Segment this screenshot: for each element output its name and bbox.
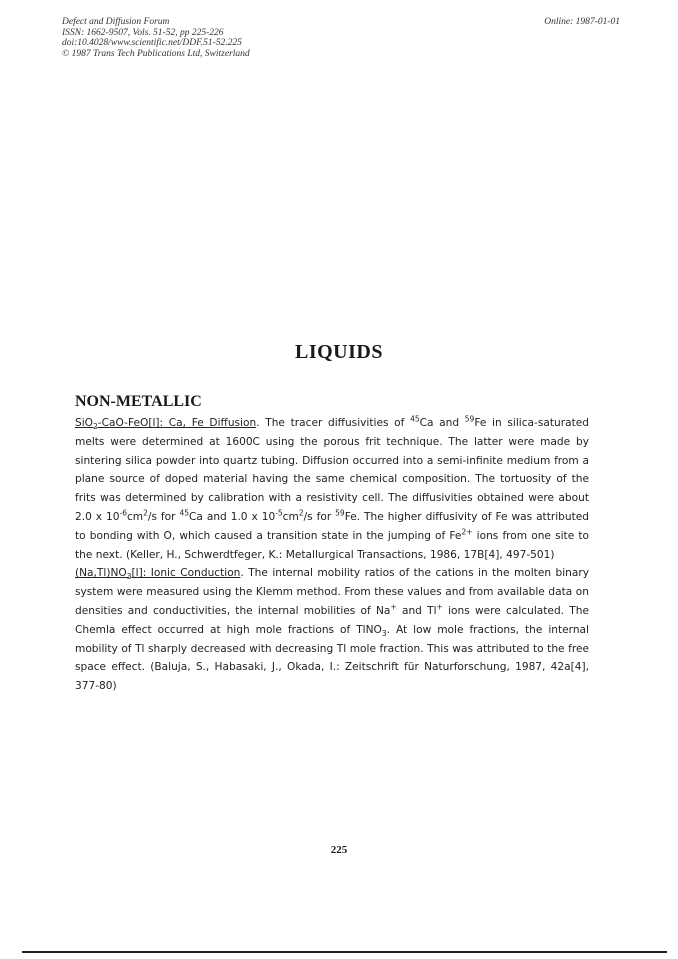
entry-topic: SiO$_2$-CaO-FeO[l]: Ca, Fe Diffusion [75, 417, 257, 432]
journal-name: Defect and Diffusion Forum [62, 17, 170, 27]
header-citation [62, 17, 250, 59]
subsection-title: NON-METALLIC [75, 393, 202, 410]
page-number: 225 [330, 844, 348, 856]
entry-sio2-cao-feo: SiO$_2$-CaO-FeO[l]: Ca, Fe Diffusion. The tracer diffusivities of $^{45}$Ca and $^{59}$Fe in silica-saturated melts were determined at 1600C using the porous frit technique. The latter were made by sintering silica powder into quartz tubing. Diffusion occurred into a semi-infinite medium from a plane source of doped material having the same chemical composition. The tortuosity of the frits was determined by calibration with a resistivity cell. The diffusivities obtained were about 2.0 x $10^{-6}cm^2/s$ for $^{45}$Ca and 1.0 x $10^{-5}cm^2/s$ for $^{59}$Fe. The higher diffusivity of Fe was attributed to bonding with O, which caused a transition state in the jumping of $Fe^{2+}$ ions from one site to the next. (Keller, H., Schwerdtfeger, K.: Metallurgical Transactions, 1986, 17B[4], 497-501) [75, 414, 589, 561]
entry-na-tl-no3: $(Na,Tl)NO_3[l]$: Ionic Conduction. The internal mobility ratios of the cations in the molten binary system were measured using the Klemm method. From these values and from available data on densities and conductivities, the internal mobilities of Na+ and Tl+ ions were calculated. The Chemla effect occurred at high mole fractions of TlNO$_3$. At low mole fractions, the internal mobility of Tl sharply decreased with decreasing Tl mole fraction. This was attributed to the free space effect. (Baluja, S., Habasaki, J., Okada, I.: Zeitschrift für Naturforschung, 1987, 42a[4], 377-80) [75, 567, 589, 693]
entry-topic: $(Na,Tl)NO_3[l]$: Ionic Conduction [75, 567, 241, 582]
online-date: Online: 1987-01-01 [544, 17, 620, 27]
article-body [75, 414, 589, 696]
footer-divider [22, 951, 667, 953]
copyright-line: © 1987 Trans Tech Publications Ltd, Switzerland [62, 48, 250, 59]
issn-line: ISSN: 1662-9507, Vols. 51-52, pp 225-226 [62, 27, 224, 38]
section-title: LIQUIDS [295, 341, 383, 363]
doi-line: doi:10.4028/www.scientific.net/DDF.51-52.225 [62, 38, 242, 48]
